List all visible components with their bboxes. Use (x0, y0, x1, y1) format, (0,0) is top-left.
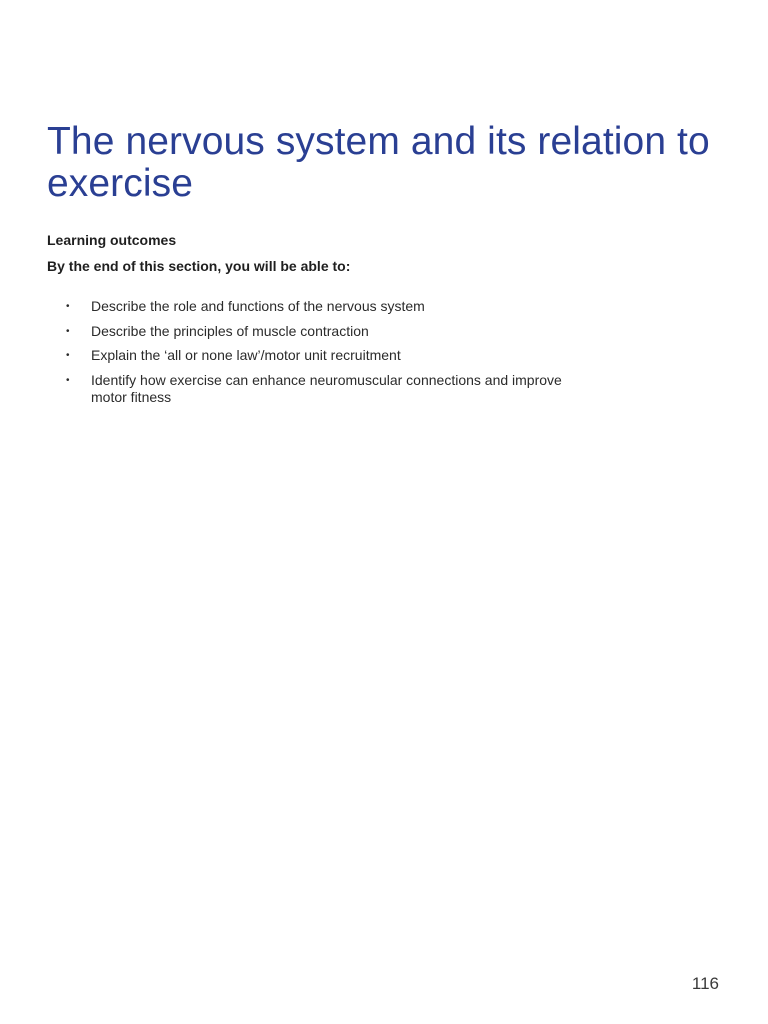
learning-outcomes-list (66, 298, 566, 413)
outcome-text: Describe the principles of muscle contraction (91, 322, 369, 339)
bullet-icon: • (66, 350, 70, 361)
outcome-text: Explain the ‘all or none law’/motor unit recruitment (91, 347, 401, 363)
outcome-text: Describe the role and functions of the nervous system (91, 298, 425, 314)
bullet-icon: • (66, 374, 70, 386)
page-number: 116 (691, 974, 719, 993)
bullet-icon: • (66, 301, 70, 312)
list-item (66, 372, 566, 406)
learning-outcomes-heading: Learning outcomes (47, 232, 177, 248)
list-item (66, 298, 566, 315)
bullet-icon: • (66, 325, 70, 337)
page-title: The nervous system and its relation to exercise (47, 120, 710, 205)
outcome-text: Identify how exercise can enhance neuromuscular connections and improve motor fitness (91, 371, 562, 405)
list-item (66, 347, 566, 364)
learning-outcomes-intro: By the end of this section, you will be able to: (47, 258, 351, 274)
list-item (66, 323, 566, 340)
